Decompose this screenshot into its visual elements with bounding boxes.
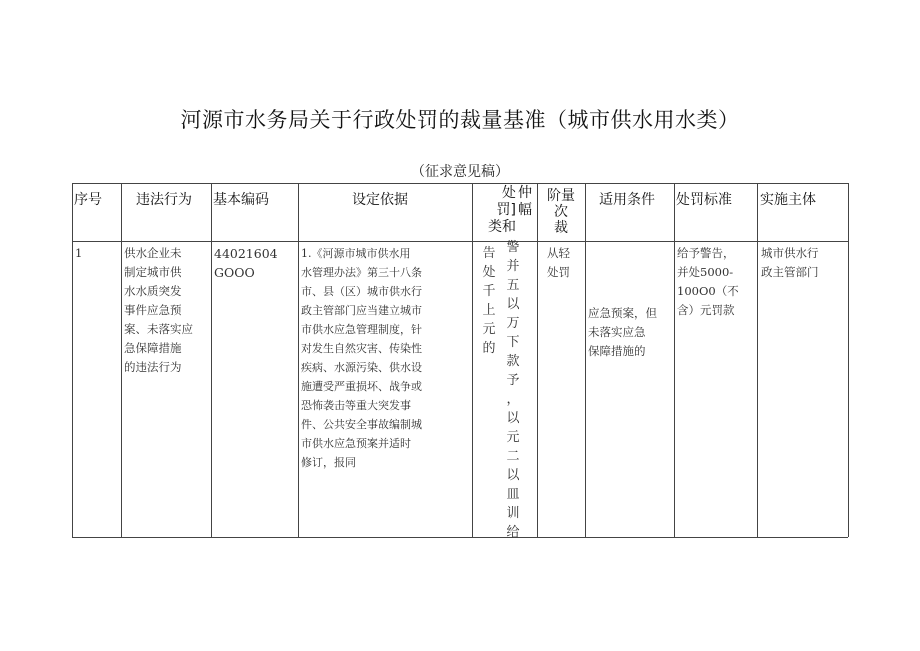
- page-subtitle: （征求意见稿）: [411, 164, 509, 180]
- penalty-char: 款: [506, 354, 520, 369]
- basis-line: 恐怖袭击等重大突发事: [301, 399, 411, 412]
- basis-line: 政主管部门应当建立城市: [301, 304, 422, 317]
- header-penalty-type-line: 类和: [488, 219, 516, 235]
- col-divider: [757, 183, 758, 537]
- penalty-char: 元: [482, 322, 496, 337]
- header-penalty-type-line: 处: [502, 185, 516, 201]
- penalty-char: 下: [506, 335, 520, 350]
- violation-line: 供水企业未: [124, 246, 182, 260]
- row-standard: [677, 244, 739, 320]
- subject-line: 城市供水行: [761, 246, 819, 260]
- penalty-char: 元: [506, 430, 520, 445]
- header-level-line: 裁: [554, 220, 568, 236]
- header-basis: 设定依据: [352, 192, 408, 208]
- violation-line: 事件应急预: [124, 303, 182, 317]
- penalty-char: 千: [482, 284, 496, 299]
- header-level: [539, 188, 583, 236]
- header-range-line: 幅: [518, 202, 532, 218]
- row-penalty-type: [480, 244, 498, 358]
- condition-line: 未落实应急: [588, 325, 646, 339]
- basis-line: 水管理办法》第三十八条: [301, 266, 422, 279]
- row-seq: 1: [75, 246, 83, 260]
- row-basis: [301, 244, 422, 472]
- basis-line: 修订，报同: [301, 456, 356, 469]
- penalty-char: 以: [506, 411, 520, 426]
- table-top-border: [72, 183, 848, 184]
- row-violation: [124, 244, 193, 377]
- violation-line: 水水质突发: [124, 284, 182, 298]
- header-range: [518, 185, 532, 219]
- header-penalty-type: [480, 185, 516, 236]
- penalty-char: 予: [506, 373, 520, 388]
- basis-line: 市供水应急管理制度，针: [301, 323, 422, 336]
- code-line: 44021604: [214, 246, 278, 261]
- col-divider: [121, 183, 122, 537]
- basis-line: 件、公共安全事故编制城: [301, 418, 422, 431]
- penalty-char: 五: [506, 278, 520, 293]
- row-level: [547, 244, 570, 282]
- basis-line: 市供水应急预案并适时: [301, 437, 411, 450]
- row-code: [214, 244, 278, 282]
- condition-line: 应急预案，但: [588, 306, 657, 320]
- penalty-char: 上: [482, 303, 496, 318]
- penalty-char: 告: [482, 246, 496, 261]
- penalty-char: ，: [506, 392, 520, 407]
- violation-line: 案、未落实应: [124, 322, 193, 336]
- level-line: 从轻: [547, 246, 570, 260]
- basis-line: 1.《河源市城市供水用: [301, 247, 411, 260]
- page-title: 河源市水务局关于行政处罚的裁量基准（城市供水用水类）: [180, 108, 740, 132]
- row-condition: [588, 304, 657, 361]
- basis-line: 市、县（区）城市供水行: [301, 285, 422, 298]
- col-divider: [211, 183, 212, 537]
- header-subject: 实施主体: [760, 192, 816, 208]
- col-divider: [537, 183, 538, 537]
- header-range-line: 仲: [518, 185, 532, 201]
- subject-line: 政主管部门: [761, 265, 819, 279]
- penalty-char: 皿: [506, 487, 520, 502]
- penalty-char: 并: [506, 259, 520, 274]
- penalty-char: 以: [506, 297, 520, 312]
- penalty-char: 的: [482, 341, 496, 356]
- header-penalty-type-line: 罚]: [496, 202, 516, 218]
- basis-line: 施遭受严重损坏、战争或: [301, 380, 422, 393]
- penalty-char: 处: [482, 265, 496, 280]
- row-subject: [761, 244, 819, 282]
- standard-line: 含）元罚款: [677, 303, 735, 317]
- standard-line: 给予警告，: [677, 246, 735, 260]
- col-divider: [72, 183, 73, 537]
- header-condition: 适用条件: [599, 192, 655, 208]
- penalty-char: 警: [506, 240, 520, 255]
- col-divider: [585, 183, 586, 537]
- col-divider: [674, 183, 675, 537]
- col-divider: [472, 183, 473, 537]
- row-penalty-range: [503, 238, 523, 542]
- header-violation: 违法行为: [136, 192, 192, 208]
- col-divider: [848, 183, 849, 537]
- condition-line: 保障措施的: [588, 344, 646, 358]
- penalty-char: 万: [506, 316, 520, 331]
- standard-line: 100O0（不: [677, 284, 739, 298]
- table-bottom-border: [72, 537, 848, 538]
- level-line: 处罚: [547, 265, 570, 279]
- penalty-char: 二: [506, 449, 520, 464]
- penalty-char: 训: [506, 506, 520, 521]
- violation-line: 急保障措施: [124, 341, 182, 355]
- header-seq: 序号: [74, 192, 102, 208]
- col-divider: [298, 183, 299, 537]
- basis-line: 疾病、水源污染、供水设: [301, 361, 422, 374]
- penalty-char: 以: [506, 468, 520, 483]
- violation-line: 的违法行为: [124, 360, 182, 374]
- basis-line: 对发生自然灾害、传染性: [301, 342, 422, 355]
- table-header-divider: [72, 241, 848, 242]
- code-line: GOOO: [214, 265, 255, 280]
- standard-line: 并处5000-: [677, 265, 734, 279]
- header-level-line: 次: [554, 204, 568, 220]
- header-level-line: 阶量: [547, 188, 575, 204]
- header-standard: 处罚标准: [676, 192, 732, 208]
- violation-line: 制定城市供: [124, 265, 182, 279]
- penalty-char: 给: [506, 525, 520, 540]
- header-code: 基本编码: [213, 192, 269, 208]
